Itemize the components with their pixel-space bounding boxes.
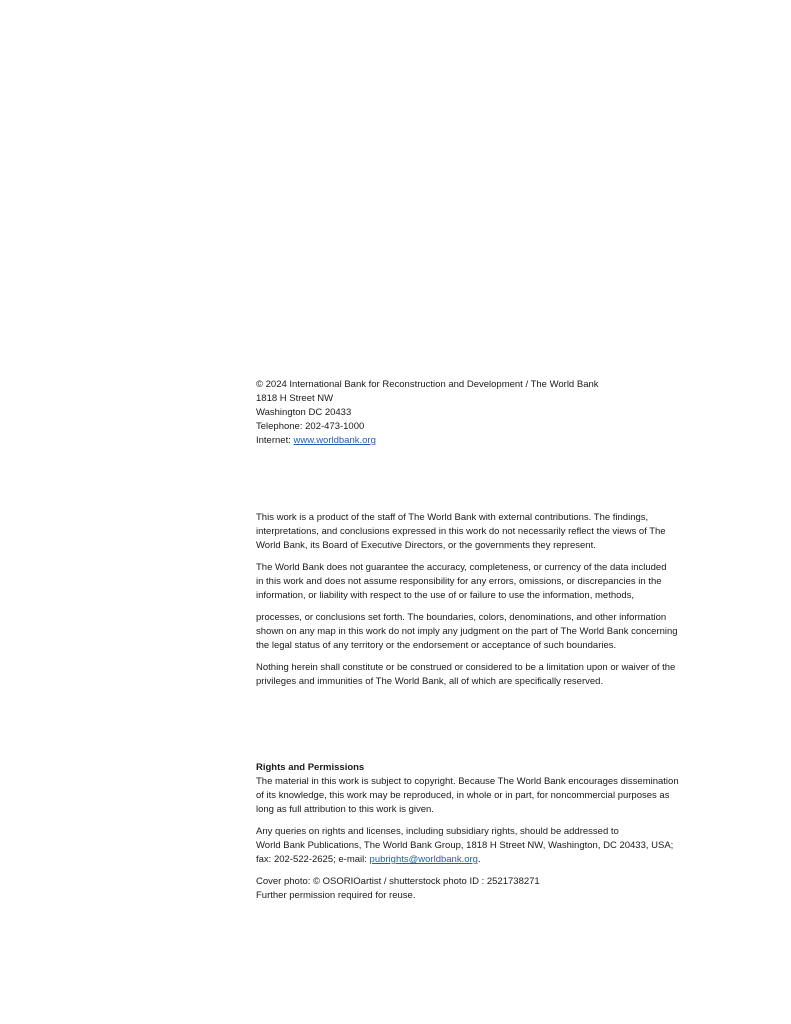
disclaimer-paragraph-3 — [256, 611, 696, 653]
contact-line — [256, 853, 696, 867]
text-line: Any queries on rights and licenses, including subsidiary rights, should be addressed to — [256, 826, 619, 837]
text-line: World Bank Publications, The World Bank Group, 1818 H Street NW, Washington, DC 20433, USA; — [256, 840, 674, 851]
text-line: in this work and does not assume responsibility for any errors, omissions, or discrepancies in the — [256, 576, 662, 587]
text-line: This work is a product of the staff of The World Bank with external contributions. The findings, — [256, 512, 649, 523]
text-line: The material in this work is subject to copyright. Because The World Bank encourages dissemination — [256, 776, 679, 787]
text-line: World Bank, its Board of Executive Directors, or the governments they represent. — [256, 540, 596, 551]
disclaimer-paragraph-2 — [256, 561, 696, 603]
pubrights-email-link[interactable]: pubrights@worldbank.org — [369, 854, 478, 865]
disclaimer-block — [256, 511, 696, 697]
rights-heading: Rights and Permissions — [256, 762, 365, 773]
text-line: Nothing herein shall constitute or be construed or considered to be a limitation upon or waiver of the — [256, 662, 676, 673]
text-line: of its knowledge, this work may be reproduced, in whole or in part, for noncommercial purposes as — [256, 790, 670, 801]
text-line: long as full attribution to this work is given. — [256, 804, 434, 815]
text-line: the legal status of any territory or the endorsement or acceptance of such boundaries. — [256, 640, 617, 651]
text-line: privileges and immunities of The World Bank, all of which are specifically reserved. — [256, 676, 604, 687]
permission-note: Further permission required for reuse. — [256, 890, 416, 901]
rights-permissions-block — [256, 761, 696, 911]
rights-paragraph-1 — [256, 775, 696, 817]
disclaimer-paragraph-1 — [256, 511, 696, 553]
period: . — [477, 854, 481, 865]
text-line: The World Bank does not guarantee the accuracy, completeness, or currency of the data included — [256, 562, 667, 573]
internet-label: Internet: — [256, 435, 294, 446]
cover-photo-credit: Cover photo: © OSORIOartist / shutterstock photo ID : 2521738271 — [256, 876, 540, 887]
text-line: interpretations, and conclusions expressed in this work do not necessarily reflect the views of The — [256, 526, 666, 537]
fax-email-prefix: fax: 202-522-2625; e-mail: — [256, 854, 370, 865]
text-line: information, or liability with respect to the use of or failure to use the information, methods, — [256, 590, 635, 601]
internet-line — [256, 434, 696, 448]
address-street: 1818 H Street NW — [256, 393, 334, 404]
text-line: processes, or conclusions set forth. The boundaries, colors, denominations, and other information — [256, 612, 667, 623]
disclaimer-paragraph-4 — [256, 661, 696, 689]
rights-paragraph-2 — [256, 825, 696, 867]
copyright-block — [256, 378, 696, 448]
copyright-line: © 2024 International Bank for Reconstruction and Development / The World Bank — [256, 379, 599, 390]
address-city: Washington DC 20433 — [256, 407, 352, 418]
cover-photo-paragraph — [256, 875, 696, 903]
worldbank-website-link[interactable]: www.worldbank.org — [293, 435, 376, 446]
telephone: Telephone: 202-473-1000 — [256, 421, 365, 432]
text-line: shown on any map in this work do not imply any judgment on the part of The World Bank concerning — [256, 626, 678, 637]
